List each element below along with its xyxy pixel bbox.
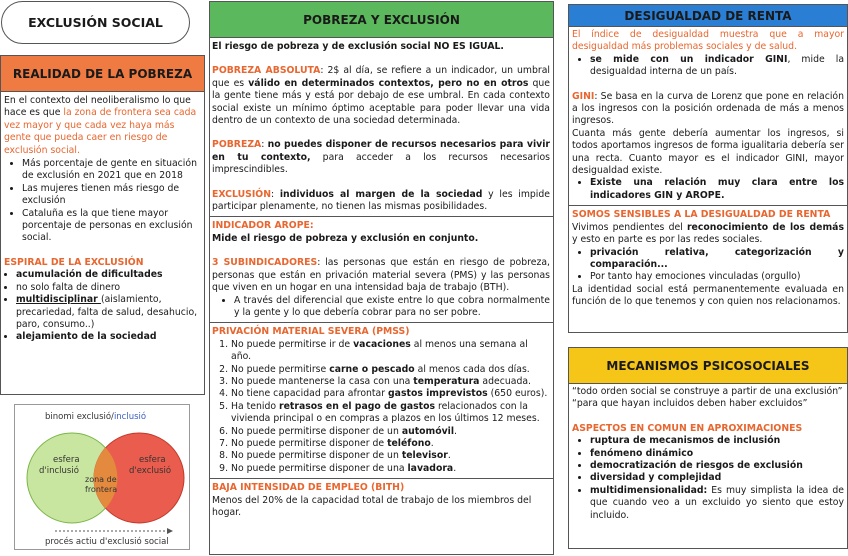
gini-list bbox=[572, 54, 844, 79]
realidad-list bbox=[4, 158, 201, 245]
desigualdad-body bbox=[569, 27, 847, 202]
list-item: 9. No puede permitirse disponer de una lavadora. bbox=[231, 463, 550, 475]
realidad-title: REALIDAD DE LA POBREZA bbox=[1, 56, 204, 92]
exclusion-social-title: EXCLUSIÓN SOCIAL bbox=[1, 1, 190, 44]
sensibles-text2: La identidad social está permanentemente evaluada en función de lo que tenemos y con quien nos relacionamos. bbox=[572, 283, 844, 308]
pobreza-intro: El riesgo de pobreza y de exclusión social NO ES IGUAL. bbox=[212, 41, 504, 52]
sensibles-text: Vivimos pendientes del reconocimiento de los demás y esto en parte es por las redes sociales. bbox=[572, 221, 844, 246]
espiral-title: ESPIRAL DE LA EXCLUSIÓN bbox=[4, 256, 144, 268]
arrow-head bbox=[167, 528, 173, 534]
list-item: • A través del diferencial que existe entre lo que cobra normalmente y la gente y lo que debería cobrar para no ser pobre. bbox=[234, 295, 550, 320]
subindicadores: 3 SUBINDICADORES: las personas que están en riesgo de pobreza, personas que están en privación material severa (PMS) y las personas que viven en un hogar en una intensidad baja de trabajo (BTH). bbox=[212, 257, 550, 294]
list-item: • se mide con un indicador GINI, mide la desigualdad interna de un país. bbox=[590, 54, 844, 79]
list-item: 5. Ha tenido retrasos en el pago de gastos relacionados con la vivienda principal o en compras a plazos en los últimos 12 meses. bbox=[231, 401, 550, 426]
realidad-panel bbox=[0, 55, 205, 395]
list-item: • Cataluña es la que tiene mayor porcentaje de personas en exclusión social. bbox=[22, 208, 201, 245]
list-item: • Las mujeres tienen más riesgo de exclusión bbox=[22, 183, 201, 208]
arope-sub: Mide el riesgo de pobreza y exclusión en conjunto. bbox=[212, 232, 479, 244]
sensibles-list bbox=[572, 247, 844, 284]
list-item: 8. No puede permitirse disponer de un televisor. bbox=[231, 450, 550, 462]
list-item: 3. No puede mantenerse la casa con una temperatura adecuada. bbox=[231, 376, 550, 388]
pobreza-body bbox=[210, 38, 553, 213]
desigualdad-intro: El índice de desigualdad muestra que a mayor desigualdad más problemas sociales y de salud. bbox=[572, 29, 844, 53]
exclusion-label-2: d'exclusió bbox=[129, 466, 172, 476]
list-item: • Más porcentaje de gente en situación de exclusión en 2021 que en 2018 bbox=[22, 158, 201, 183]
pms-section bbox=[210, 322, 553, 478]
aspectos-list bbox=[572, 435, 844, 522]
list-item: • multidisciplinar (aislamiento, precariedad, falta de salud, desahucio, paro, consumo..) bbox=[16, 294, 201, 331]
pobreza-def: POBREZA: no puedes disponer de recursos necesarios para vivir en tu contexto, para acceder a los recursos necesarios imprescindibles. bbox=[212, 139, 550, 176]
realidad-body bbox=[1, 92, 204, 344]
realidad-intro-b: la zona de frontera sea cada vez mayor y que cada vez haya más gente que pueda caer en riesgo de exclusión social. bbox=[4, 107, 197, 156]
inclusion-label-1: esfera bbox=[53, 455, 80, 465]
pobreza-title: POBREZA Y EXCLUSIÓN bbox=[210, 2, 553, 38]
exclusion-def: EXCLUSIÓN: individuos al margen de la sociedad y les impide participar plenamente, no tienen las mismas posibilidades. bbox=[212, 188, 550, 213]
frontier-label-2: frontera bbox=[85, 485, 118, 494]
inclusion-label-2: d'inclusió bbox=[39, 466, 79, 476]
list-item: • no solo falta de dinero bbox=[16, 282, 201, 294]
realidad-intro bbox=[4, 95, 201, 157]
exclusion-label-1: esfera bbox=[139, 455, 166, 465]
bith-section bbox=[210, 478, 553, 519]
list-item: • Por tanto hay emociones vinculadas (orgullo) bbox=[590, 271, 844, 283]
list-item: • privación relativa, categorización y comparación... bbox=[590, 247, 844, 272]
list-item: 1. No puede permitirse ir de vacaciones al menos una semana al año. bbox=[231, 339, 550, 364]
desigualdad-panel bbox=[568, 4, 848, 333]
list-item: 6. No puede permitirse disponer de un automóvil. bbox=[231, 426, 550, 438]
bith-title: BAJA INTENSIDAD DE EMPLEO (BITH) bbox=[212, 482, 405, 494]
pobreza-absoluta: POBREZA ABSOLUTA: 2$ al día, se refiere a un indicador, un umbral que es válido en determinados contextos, pero no en otros que la gente tiene más y está por debajo de ese umbral. En cada contexto social existe un mínimo óptimo aceptable para poder llevar una vida dentro de un contexto de una sociedad determinada. bbox=[212, 65, 550, 127]
arope-title: INDICADOR AROPE: bbox=[212, 220, 314, 232]
espiral-list bbox=[4, 269, 201, 343]
aspectos-title: ASPECTOS EN COMUN EN APROXIMACIONES bbox=[572, 422, 803, 434]
list-item: 4. No tiene capacidad para afrontar gastos imprevistos (650 euros). bbox=[231, 388, 550, 400]
diagram-title: binomi exclusió/inclusió bbox=[45, 412, 147, 422]
gini-list2 bbox=[572, 177, 844, 202]
list-item: • acumulación de dificultades bbox=[16, 269, 201, 281]
list-item: • alejamiento de la sociedad bbox=[16, 331, 201, 343]
quote-2: “para que hayan incluidos deben haber excluidos” bbox=[572, 398, 808, 410]
gini-text2: Cuanta más gente debería aumentar los ingresos, si todos aportamos ingresos de forma igualitaria debería ser una recta. Cuanto mayor es el indicador GINI, mayor desigualdad existe. bbox=[572, 127, 844, 177]
list-item: • Existe una relación muy clara entre los indicadores GIN y AROPE. bbox=[590, 177, 844, 202]
sensibles-title: SOMOS SENSIBLES A LA DESIGUALDAD DE RENTA bbox=[572, 209, 831, 221]
list-item: • ruptura de mecanismos de inclusión bbox=[590, 435, 844, 447]
realidad-intro-a: En el contexto del neoliberalismo lo que hace es que bbox=[4, 95, 191, 119]
frontier-label-1: zona de bbox=[85, 475, 117, 484]
mecanismos-body bbox=[569, 384, 847, 522]
gini-def: GINI: Se basa en la curva de Lorenz que pone en relación a los ingresos con la posición ordenada de más a menos ingresos. bbox=[572, 90, 844, 127]
binomi-diagram bbox=[14, 404, 190, 550]
sensibles-section bbox=[569, 205, 847, 308]
desigualdad-title: DESIGUALDAD DE RENTA bbox=[569, 5, 847, 27]
list-item: • diversidad y complejidad bbox=[590, 472, 844, 484]
diagram-caption: procés actiu d'exclusió social bbox=[45, 537, 169, 547]
list-item: 2. No puede permitirse carne o pescado al menos cada dos días. bbox=[231, 364, 550, 376]
list-item: • fenómeno dinámico bbox=[590, 448, 844, 460]
subindicadores-list bbox=[212, 295, 550, 320]
list-item: • multidimensionalidad: Es muy simplista la idea de que cuando veo a un excluido yo siento que estoy incluido. bbox=[590, 485, 844, 522]
quote-1: “todo orden social se construye a partir de una exclusión” bbox=[572, 386, 843, 397]
list-item: 7. No puede permitirse disponer de teléfono. bbox=[231, 438, 550, 450]
list-item: • democratización de riesgos de exclusión bbox=[590, 460, 844, 472]
arope-section bbox=[210, 216, 553, 322]
mecanismos-panel bbox=[568, 347, 848, 549]
pms-title: PRIVACIÓN MATERIAL SEVERA (PMSS) bbox=[212, 326, 410, 338]
pms-list bbox=[212, 339, 550, 475]
pobreza-panel bbox=[209, 1, 554, 555]
bith-text: Menos del 20% de la capacidad total de trabajo de los miembros del hogar. bbox=[212, 494, 532, 518]
binomi-svg bbox=[15, 405, 189, 549]
mecanismos-title: MECANISMOS PSICOSOCIALES bbox=[569, 348, 847, 384]
